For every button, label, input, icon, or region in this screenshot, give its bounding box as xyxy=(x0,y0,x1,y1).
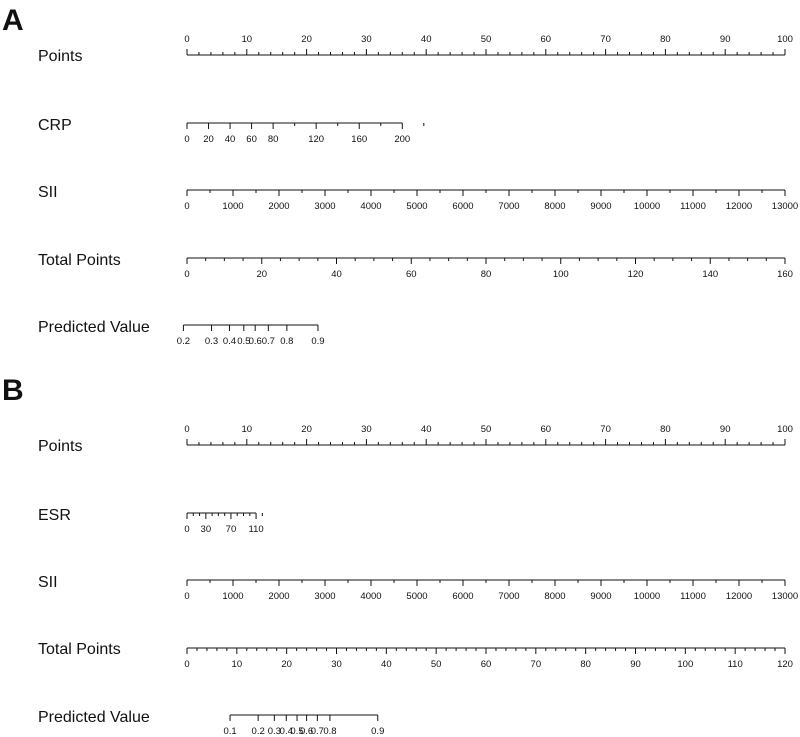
panel-b-tick-label-predicted-value: 0.9 xyxy=(371,726,385,737)
panel-label-a: A xyxy=(2,4,24,37)
panel-a-tick-label-sii: 9000 xyxy=(590,201,612,212)
panel-b-row-label-predicted-value: Predicted Value xyxy=(38,709,150,726)
panel-a-axis-crp xyxy=(184,123,423,145)
panel-b-tick-label-total-points: 20 xyxy=(281,659,292,670)
panel-b-tick-label-total-points: 60 xyxy=(480,659,492,670)
panel-a-tick-label-points: 100 xyxy=(777,34,793,45)
panel-a-tick-label-total-points: 0 xyxy=(184,269,190,280)
panel-a-tick-label-predicted-value: 0.2 xyxy=(176,336,191,347)
panel-a-tick-label-crp: 40 xyxy=(224,134,236,145)
panel-b-tick-label-sii: 5000 xyxy=(406,591,428,602)
panel-a-row-label-points: Points xyxy=(38,48,83,65)
panel-a-tick-label-sii: 1000 xyxy=(222,201,244,212)
panel-b-tick-label-predicted-value: 0.5 xyxy=(290,726,304,737)
panel-b-tick-label-points: 0 xyxy=(184,424,190,435)
nomogram-axes xyxy=(177,34,798,737)
panel-b-tick-label-esr: 70 xyxy=(225,524,237,535)
panel-b-tick-label-points: 80 xyxy=(660,424,671,435)
panel-a-row-label-crp: CRP xyxy=(38,117,72,134)
panel-b-tick-label-points: 30 xyxy=(361,424,372,435)
panel-label-b: B xyxy=(2,374,24,407)
panel-a-row-label-total-points: Total Points xyxy=(38,252,121,269)
panel-b-tick-label-sii: 0 xyxy=(184,591,190,602)
panel-a-tick-label-points: 10 xyxy=(241,34,253,45)
panel-a-tick-label-total-points: 80 xyxy=(480,269,492,280)
panel-a-tick-label-crp: 60 xyxy=(246,134,257,145)
panel-a-tick-label-predicted-value: 0.7 xyxy=(261,336,275,347)
panel-a-tick-label-predicted-value: 0.9 xyxy=(311,336,325,347)
panel-b-tick-label-total-points: 0 xyxy=(184,659,190,670)
panel-b-tick-label-predicted-value: 0.2 xyxy=(251,726,265,737)
panel-b-tick-label-total-points: 80 xyxy=(580,659,591,670)
panel-b-tick-label-sii: 8000 xyxy=(544,591,566,602)
panel-b-tick-label-total-points: 30 xyxy=(331,659,342,670)
panel-b-tick-label-sii: 4000 xyxy=(360,591,382,602)
panel-a-axis-predicted-value xyxy=(177,325,325,347)
panel-a-tick-label-crp: 20 xyxy=(203,134,214,145)
panel-a-tick-label-total-points: 40 xyxy=(331,269,342,280)
panel-b-row-label-esr: ESR xyxy=(38,507,71,524)
panel-a-tick-label-predicted-value: 0.4 xyxy=(222,336,237,347)
panel-b-tick-label-esr: 0 xyxy=(184,524,190,535)
panel-a-tick-label-crp: 160 xyxy=(351,134,368,145)
panel-b-tick-label-total-points: 10 xyxy=(231,659,243,670)
panel-b-tick-label-points: 20 xyxy=(301,424,312,435)
panel-a-tick-label-predicted-value: 0.6 xyxy=(248,336,262,347)
panel-b-tick-label-points: 90 xyxy=(719,424,731,435)
panel-b-axis-points xyxy=(184,424,793,445)
panel-a-tick-label-sii: 6000 xyxy=(452,201,474,212)
panel-b-tick-label-total-points: 110 xyxy=(727,659,743,670)
panel-a-row-label-sii: SII xyxy=(38,184,58,201)
panel-a-tick-label-sii: 11000 xyxy=(680,201,706,212)
panel-a-tick-label-crp: 80 xyxy=(267,134,279,145)
panel-b-tick-label-sii: 10000 xyxy=(633,591,661,602)
panel-b-tick-label-sii: 11000 xyxy=(680,591,706,602)
panel-b-tick-label-predicted-value: 0.6 xyxy=(299,726,314,737)
panel-a-tick-label-sii: 8000 xyxy=(544,201,566,212)
panel-a-axis-points xyxy=(184,34,793,55)
panel-a-tick-label-predicted-value: 0.8 xyxy=(280,336,294,347)
panel-a-tick-label-points: 30 xyxy=(361,34,372,45)
panel-a-tick-label-points: 90 xyxy=(719,34,731,45)
panel-b-tick-label-predicted-value: 0.3 xyxy=(267,726,281,737)
panel-b-tick-label-esr: 110 xyxy=(248,524,264,535)
panel-b-axis-esr xyxy=(184,513,263,535)
panel-b-tick-label-points: 40 xyxy=(420,424,432,435)
panel-a-tick-label-sii: 5000 xyxy=(406,201,428,212)
panel-a-tick-label-total-points: 120 xyxy=(627,269,644,280)
panel-a-tick-label-points: 50 xyxy=(480,34,492,45)
panel-b-tick-label-sii: 9000 xyxy=(590,591,612,602)
panel-b-tick-label-total-points: 100 xyxy=(677,659,694,670)
panel-b-tick-label-predicted-value: 0.1 xyxy=(223,726,237,737)
panel-b-tick-label-points: 10 xyxy=(241,424,253,435)
panel-b-tick-label-points: 50 xyxy=(480,424,492,435)
panel-a-tick-label-sii: 13000 xyxy=(771,201,799,212)
panel-a-tick-label-sii: 2000 xyxy=(268,201,290,212)
panel-a-tick-label-sii: 0 xyxy=(184,201,190,212)
panel-b-tick-label-predicted-value: 0.8 xyxy=(323,726,337,737)
panel-b-row-label-points: Points xyxy=(38,438,83,455)
panel-a-tick-label-total-points: 140 xyxy=(702,269,719,280)
panel-a-tick-label-total-points: 160 xyxy=(777,269,793,280)
panel-a-tick-label-points: 0 xyxy=(184,34,190,45)
panel-b-row-label-total-points: Total Points xyxy=(38,641,121,658)
panel-b-axis-predicted-value xyxy=(223,715,384,737)
panel-b-tick-label-sii: 7000 xyxy=(498,591,520,602)
panel-b-tick-label-total-points: 40 xyxy=(381,659,392,670)
panel-b-axis-total-points xyxy=(184,648,793,670)
panel-b-tick-label-sii: 2000 xyxy=(268,591,290,602)
panel-a-tick-label-sii: 12000 xyxy=(725,201,753,212)
panel-a-tick-label-sii: 4000 xyxy=(360,201,382,212)
panel-b-tick-label-sii: 6000 xyxy=(452,591,474,602)
panel-a-tick-label-sii: 7000 xyxy=(498,201,520,212)
panel-a-tick-label-points: 40 xyxy=(420,34,432,45)
panel-b-tick-label-points: 100 xyxy=(777,424,793,435)
panel-a-axis-sii xyxy=(184,190,798,212)
panel-b-tick-label-sii: 13000 xyxy=(771,591,799,602)
panel-a-tick-label-sii: 10000 xyxy=(633,201,661,212)
panel-a-axis-total-points xyxy=(184,258,793,280)
panel-b-tick-label-esr: 30 xyxy=(200,524,212,535)
panel-a-tick-label-crp: 0 xyxy=(184,134,190,145)
panel-a-tick-label-predicted-value: 0.3 xyxy=(204,336,219,347)
panel-a-tick-label-points: 80 xyxy=(660,34,671,45)
panel-a-tick-label-crp: 200 xyxy=(394,134,411,145)
panel-b-tick-label-sii: 12000 xyxy=(725,591,753,602)
panel-b-tick-label-predicted-value: 0.4 xyxy=(279,726,293,737)
panel-a-row-label-predicted-value: Predicted Value xyxy=(38,319,150,336)
panel-b-tick-label-total-points: 120 xyxy=(777,659,793,670)
panel-b-tick-label-sii: 3000 xyxy=(314,591,336,602)
panel-b-tick-label-total-points: 70 xyxy=(530,659,542,670)
panel-a-tick-label-points: 70 xyxy=(600,34,611,45)
panel-a-tick-label-predicted-value: 0.5 xyxy=(237,336,251,347)
panel-b-tick-label-points: 70 xyxy=(600,424,611,435)
panel-a-tick-label-total-points: 100 xyxy=(552,269,569,280)
panel-b-tick-label-total-points: 50 xyxy=(430,659,442,670)
panel-b-tick-label-predicted-value: 0.7 xyxy=(310,726,324,737)
panel-a-tick-label-points: 60 xyxy=(540,34,552,45)
panel-a-tick-label-total-points: 60 xyxy=(405,269,417,280)
panel-b-row-label-sii: SII xyxy=(38,574,58,591)
panel-a-tick-label-points: 20 xyxy=(301,34,312,45)
panel-a-tick-label-sii: 3000 xyxy=(314,201,336,212)
panel-a-tick-label-total-points: 20 xyxy=(256,269,268,280)
panel-b-tick-label-total-points: 90 xyxy=(630,659,641,670)
panel-b-tick-label-sii: 1000 xyxy=(222,591,244,602)
panel-b-axis-sii xyxy=(184,580,798,602)
panel-a-tick-label-crp: 120 xyxy=(308,134,325,145)
panel-b-tick-label-points: 60 xyxy=(540,424,552,435)
